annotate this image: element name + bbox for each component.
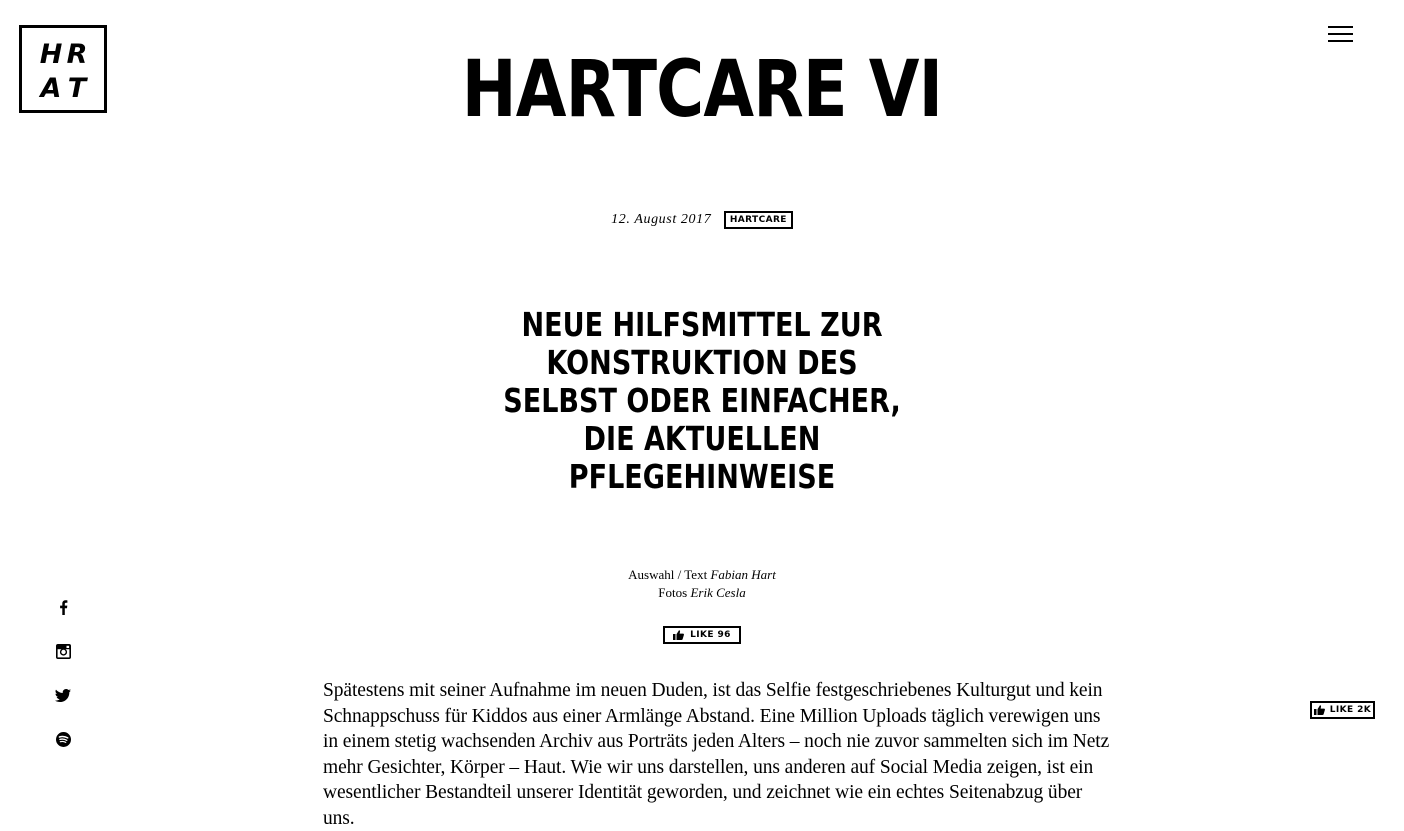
spotify-glyph <box>56 732 71 747</box>
menu-line <box>1328 26 1353 28</box>
credit-text-prefix: Auswahl / Text <box>628 567 708 582</box>
article-date: 12. August 2017 <box>611 212 712 227</box>
logo-letter-r: R <box>66 39 88 70</box>
credit-text-line <box>0 566 1404 584</box>
site-logo[interactable] <box>19 25 107 113</box>
menu-line <box>1328 40 1353 42</box>
hamburger-menu-icon[interactable] <box>1326 24 1356 46</box>
menu-line <box>1328 33 1353 35</box>
credit-photo-prefix: Fotos <box>658 585 688 600</box>
article-body: Spätestens mit seiner Aufnahme im neuen Duden, ist das Selfie festgeschriebenes Kulturgut und kein Schnappschuss für Kiddos aus einer Armlänge Abstand. Eine Million Uploads täglich verewigen uns in einem stetig wachsenden Archiv aus Porträts jeden Alters – noch nie zuvor sammelten sich im Netz mehr Gesichter, Körper – Haut. Wie wir uns darstellen, uns anderen auf Social Media zeigen, ist ein wesentlicher Bestandteil unserer Identität geworden, und zeichnet wie ein echtes Seitenabzug über uns. <box>323 680 1110 829</box>
credit-text-author: Fabian Hart <box>710 567 776 582</box>
twitter-glyph <box>55 689 71 702</box>
credit-photo-author: Erik Cesla <box>690 585 746 600</box>
credit-photo-line <box>0 584 1404 602</box>
facebook-icon[interactable] <box>52 596 74 618</box>
like-count-label: LIKE 96 <box>690 630 731 640</box>
spotify-icon[interactable] <box>52 728 74 750</box>
article-meta <box>0 210 1404 230</box>
logo-letter-h: H <box>39 39 63 70</box>
instagram-icon[interactable] <box>52 640 74 662</box>
thumbs-up-icon <box>1314 705 1325 715</box>
category-tag[interactable]: HARTCARE <box>724 211 793 229</box>
article-subtitle: NEUE HILFSMITTEL ZUR KONSTRUKTION DES SELBST ODER EINFACHER, DIE AKTUELLEN PFLEGEHINWEISE <box>503 305 901 496</box>
article-credits <box>0 566 1404 602</box>
facebook-glyph <box>59 600 68 615</box>
floating-like-label: LIKE 2K <box>1329 705 1372 715</box>
logo-letter-a: A <box>40 73 62 104</box>
thumbs-up-icon <box>673 630 684 640</box>
floating-like-button[interactable] <box>1310 701 1375 719</box>
logo-letter-t: T <box>67 73 87 104</box>
like-button[interactable] <box>663 626 741 644</box>
page-title: HARTCARE VI <box>461 45 943 135</box>
twitter-icon[interactable] <box>52 684 74 706</box>
instagram-glyph <box>56 644 71 659</box>
